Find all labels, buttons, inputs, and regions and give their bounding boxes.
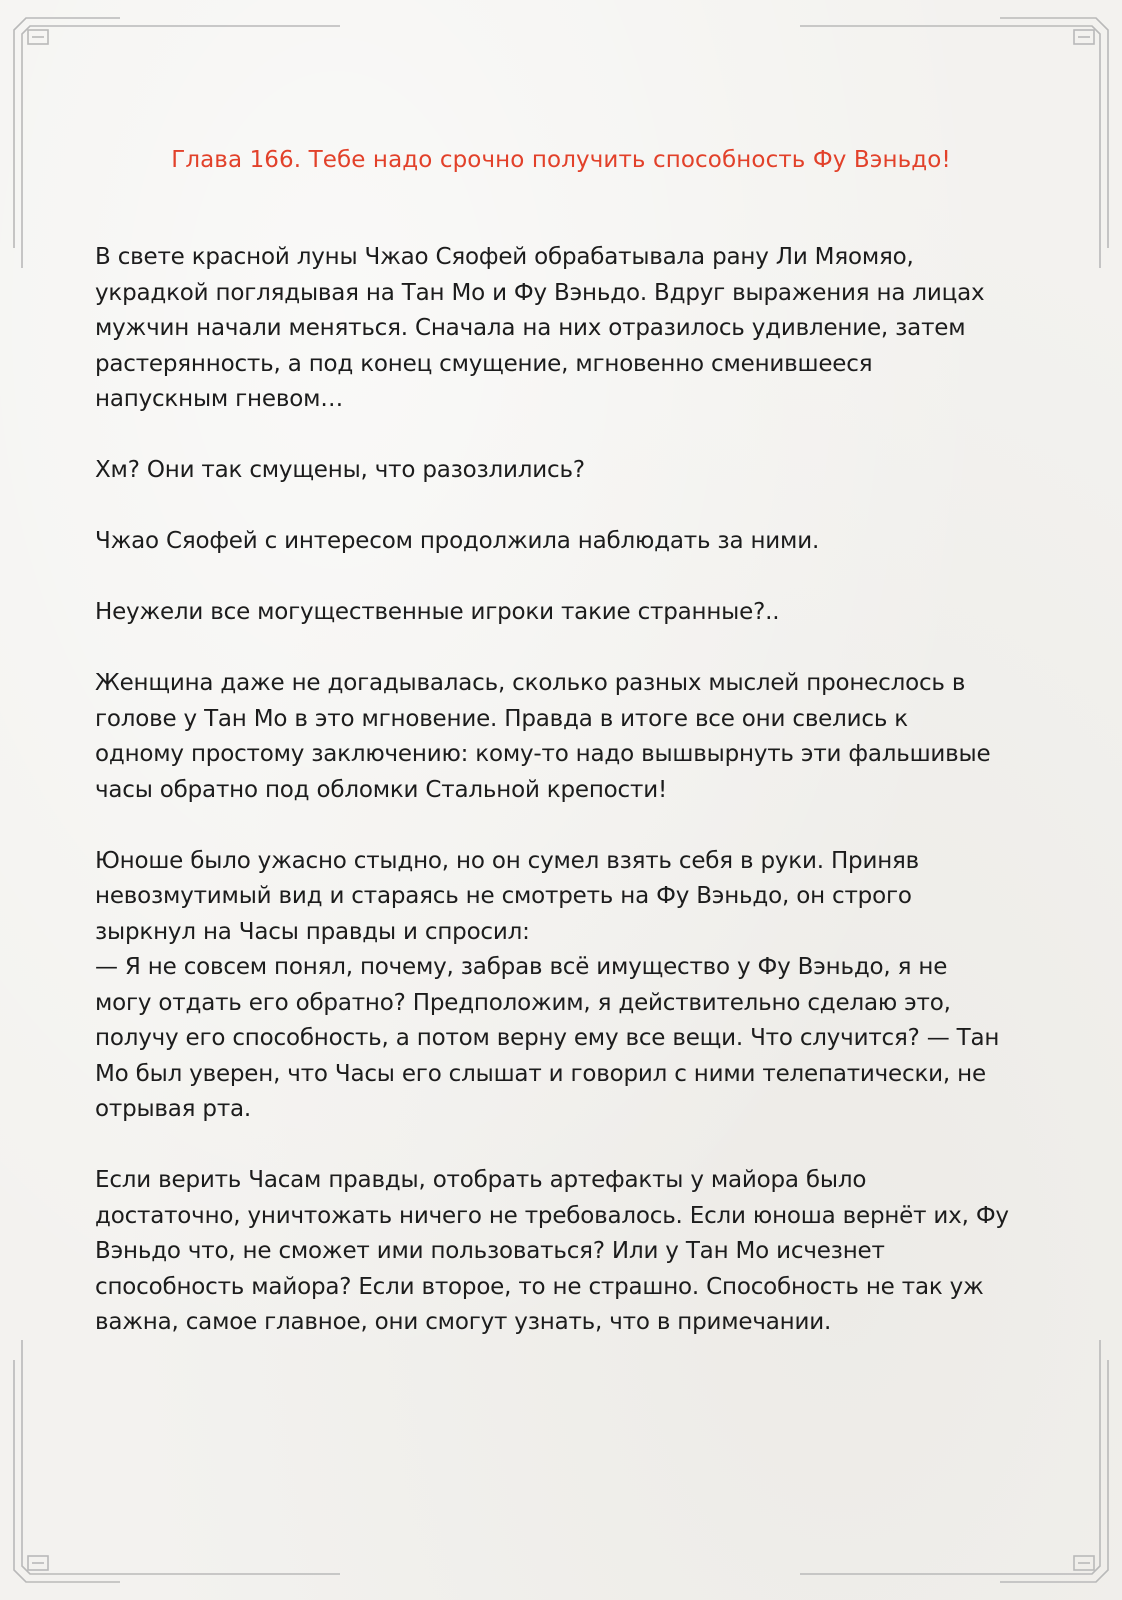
paragraph: Хм? Они так смущены, что разозлились? <box>95 457 585 483</box>
paragraph: Юноше было ужасно стыдно, но он сумел взять себя в руки. Приняв невозмутимый вид и стараясь не смотреть на Фу Вэньдо, он строго зыркнул на Часы правды и спросил: <box>95 847 920 945</box>
dialogue-paragraph: — Я не совсем понял, почему, забрав всё имущество у Фу Вэньдо, я не могу отдать его обратно? Предположим, я действительно сделаю это, получу его способность, а потом верну ему все вещи. Что случится? — Тан Мо был уверен, что Часы его слышат и говорил с ними телепатически, не отрывая рта. <box>95 954 1000 1122</box>
chapter-title: Глава 166. Тебе надо срочно получить способность Фу Вэньдо! <box>171 147 951 173</box>
paragraph: В свете красной луны Чжао Сяофей обрабатывала рану Ли Мяомяо, украдкой поглядывая на Тан Мо и Фу Вэньдо. Вдруг выражения на лицах мужчин начали меняться. Сначала на них отразилось удивление, затем растерянность, а под конец смущение, мгновенно сменившееся напускным гневом… <box>95 244 985 412</box>
paragraph: Если верить Часам правды, отобрать артефакты у майора было достаточно, уничтожать ничего не требовалось. Если юноша вернёт их, Фу Вэньдо что, не сможет ими пользоваться? Или у Тан Мо исчезнет способность майора? Если второе, то не страшно. Способность не так уж важна, самое главное, они смогут узнать, что в примечании. <box>95 1167 1009 1335</box>
paragraph: Неужели все могущественные игроки такие странные?.. <box>95 599 780 625</box>
paragraph: Чжао Сяофей с интересом продолжила наблюдать за ними. <box>95 528 820 554</box>
paragraph: Женщина даже не догадывалась, сколько разных мыслей пронеслось в голове у Тан Мо в это мгновение. Правда в итоге все они свелись к одному простому заключению: кому-то надо вышвырнуть эти фальшивые часы обратно под обломки Стальной крепости! <box>95 670 991 803</box>
chapter-body <box>95 240 1035 1376</box>
